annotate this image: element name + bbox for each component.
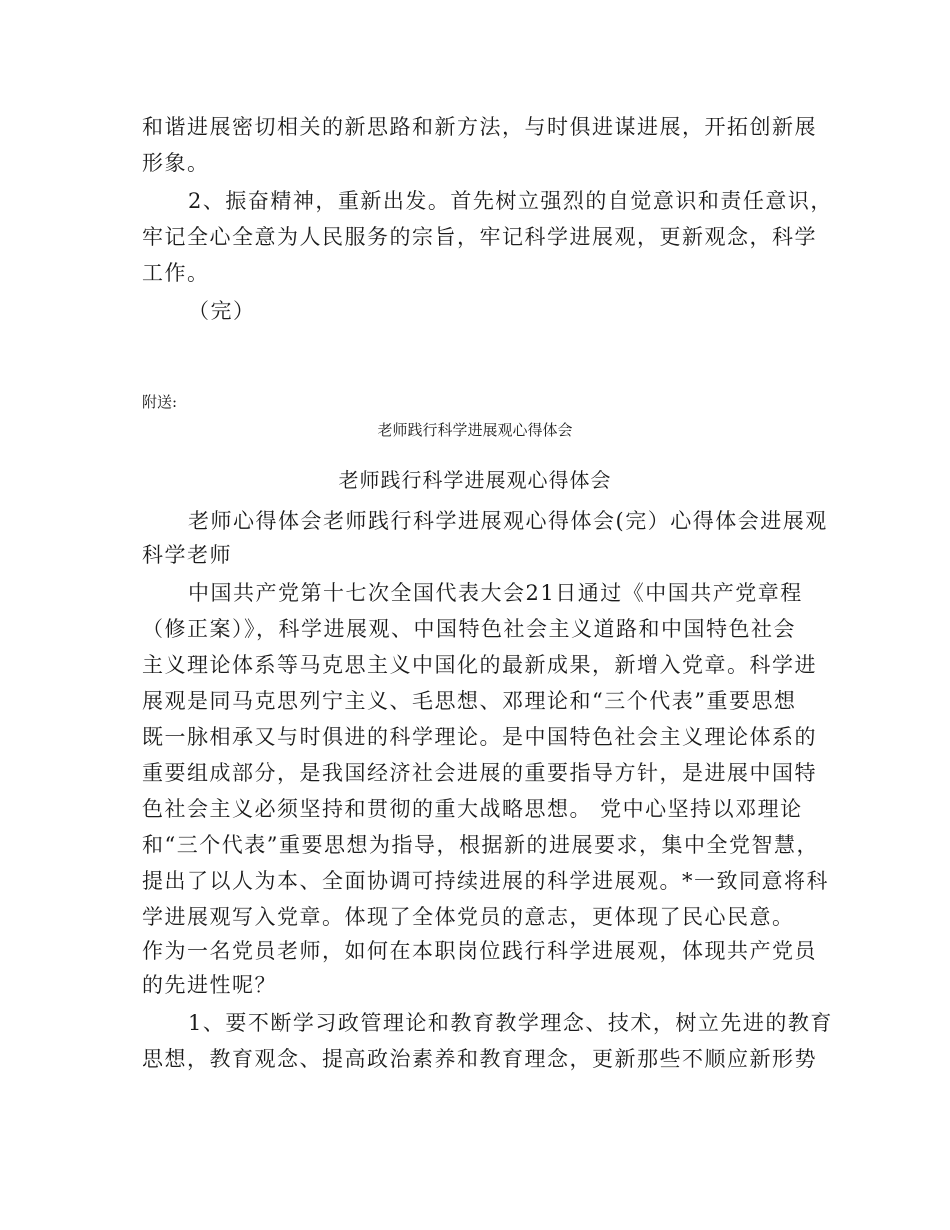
article-title: 老师践行科学进展观心得体会 [338,468,612,492]
paragraph-line: 提出了以人为本、全面协调可持续进展的科学进展观。*一致同意将科 [142,869,829,893]
attachment-label: 附送: [142,393,178,411]
paragraph-line: 色社会主义必须坚持和贯彻的重大战略思想。 党中心坚持以邓理论 [142,797,803,821]
end-marker: （完） [188,299,256,323]
paragraph-line: 重要组成部分，是我国经济社会进展的重要指导方针，是进展中国特 [142,761,817,785]
paragraph-line: 老师心得体会老师践行科学进展观心得体会(完）心得体会进展观 [188,509,828,533]
paragraph-line: 科学老师 [142,543,232,567]
paragraph-line: 中国共产党第十七次全国代表大会21日通过《中国共产党章程 [188,581,803,605]
paragraph-line: 和“三个代表”重要思想为指导，根据新的进展要求，集中全党智慧， [142,833,819,857]
paragraph-line: 作为一名党员老师，如何在本职岗位践行科学进展观，体现共产党员 [142,939,817,963]
paragraph-line: 既一脉相承又与时俱进的科学理论。是中国特色社会主义理论体系的 [142,725,817,749]
paragraph-line: 形象。 [142,151,210,175]
attachment-subtitle: 老师践行科学进展观心得体会 [377,421,573,439]
paragraph-line: 主义理论体系等马克思主义中国化的最新成果，新增入党章。科学进 [142,653,817,677]
paragraph-line: 1、要不断学习政管理论和教育教学理念、技术，树立先进的教育 [188,1011,833,1035]
paragraph-line: 2、振奋精神，重新出发。首先树立强烈的自觉意识和责任意识， [188,189,833,213]
paragraph-line: 和谐进展密切相关的新思路和新方法，与时俱进谋进展，开拓创新展 [142,115,817,139]
paragraph-line: 思想，教育观念、提高政治素养和教育理念，更新那些不顺应新形势 [142,1047,817,1071]
paragraph-line: 工作。 [142,261,210,285]
paragraph-line: 学进展观写入党章。体现了全体党员的意志，更体现了民心民意。 [142,905,795,929]
paragraph-line: （修正案）》，科学进展观、中国特色社会主义道路和中国特色社会 [142,617,796,641]
paragraph-line: 的先进性呢？ [142,973,277,997]
paragraph-line: 展观是同马克思列宁主义、毛思想、邓理论和“三个代表”重要思想 [142,689,797,713]
paragraph-line: 牢记全心全意为人民服务的宗旨，牢记科学进展观，更新观念，科学 [142,225,817,249]
